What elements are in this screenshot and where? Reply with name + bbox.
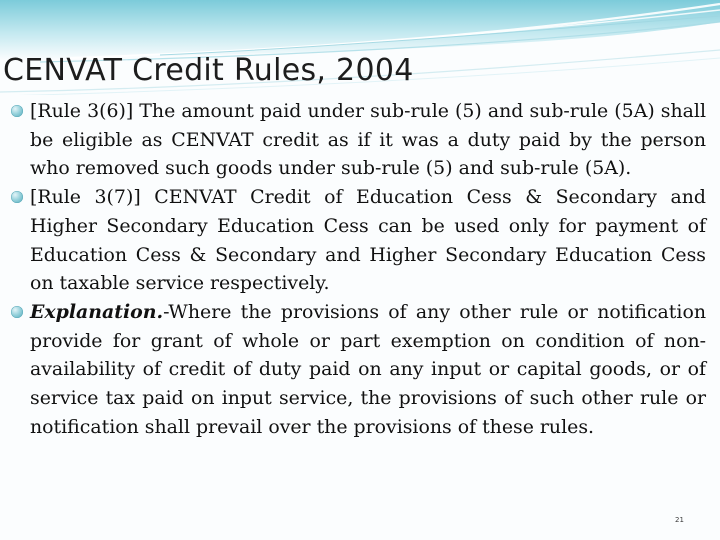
bullet-list <box>30 97 706 441</box>
explanation-lead: Explanation. <box>30 300 164 323</box>
list-item <box>30 97 706 183</box>
list-item <box>30 183 706 298</box>
slide-title: CENVAT Credit Rules, 2004 <box>3 53 414 88</box>
slide-number: 21 <box>675 516 684 524</box>
bullet-text: -Where the provisions of any other rule or notification provide for grant of whole or part exemption on condition of non-availability of credit of duty paid on any input or capital goods, or of service tax paid on input service, the provisions of such other rule or notification shall prevail over the provisions of these rules. <box>30 300 706 438</box>
bullet-text: [Rule 3(7)] CENVAT Credit of Education Cess & Secondary and Higher Secondary Education Cess can be used only for payment of Education Cess & Secondary and Higher Secondary Education Cess on taxable service respectively. <box>30 186 706 295</box>
bullet-icon <box>11 191 23 203</box>
bullet-icon <box>11 306 23 318</box>
bullet-icon <box>11 105 23 117</box>
list-item <box>30 298 706 442</box>
bullet-text: [Rule 3(6)] The amount paid under sub-rule (5) and sub-rule (5A) shall be eligible as CENVAT credit as if it was a duty paid by the person who removed such goods under sub-rule (5) and sub-rule (5A). <box>30 100 706 180</box>
